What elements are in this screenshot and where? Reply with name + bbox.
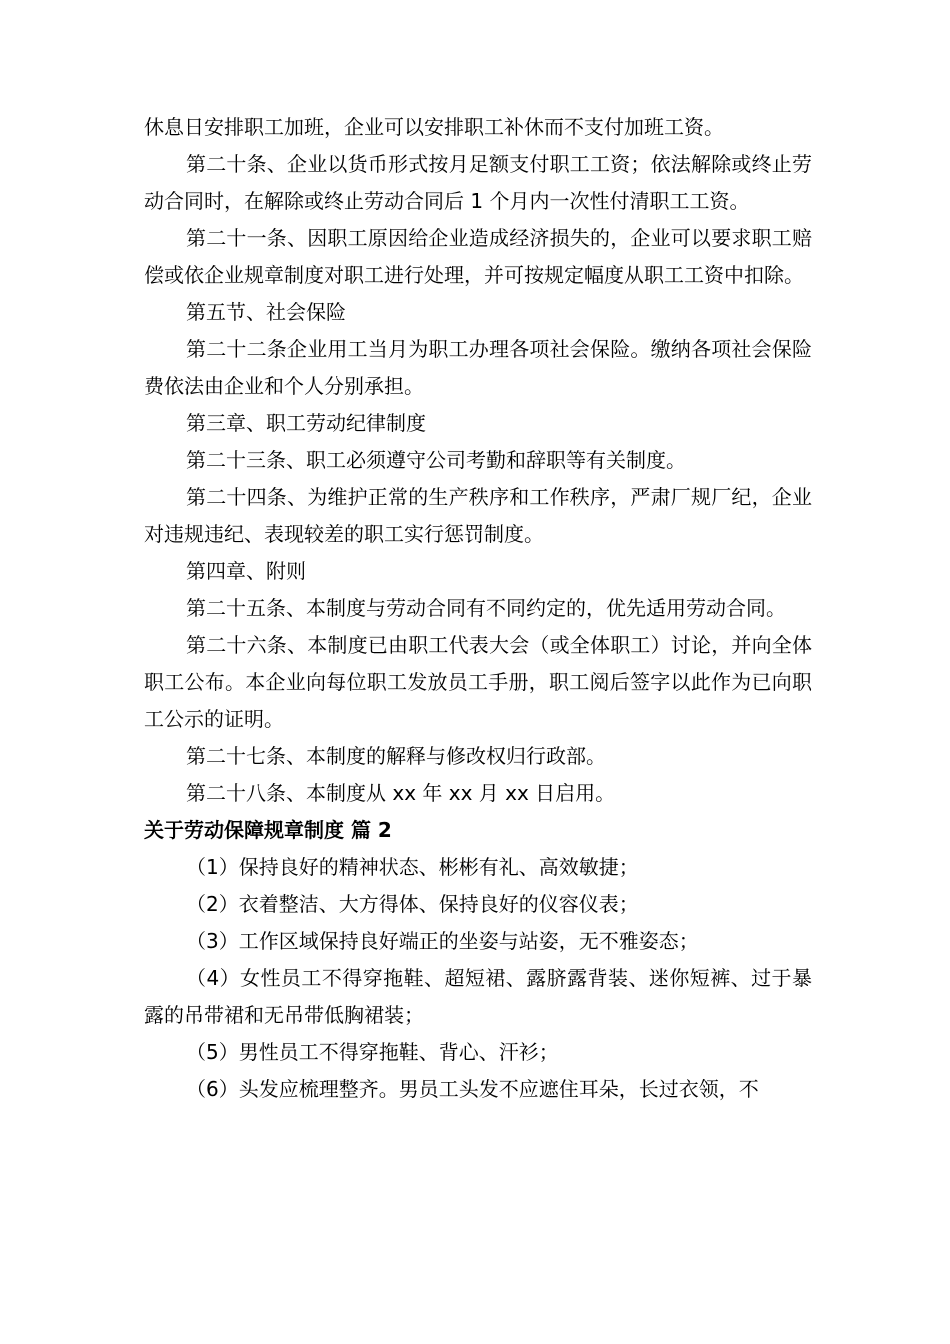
article-20: 第二十条、企业以货币形式按月足额支付职工工资；依法解除或终止劳动合同时，在解除或终止劳动合同后 1 个月内一次性付清职工工资。 xyxy=(144,152,812,213)
document-page xyxy=(144,109,812,1108)
list-item: （1）保持良好的精神状态、彬彬有礼、高效敏捷； xyxy=(186,855,639,879)
article-26: 第二十六条、本制度已由职工代表大会（或全体职工）讨论，并向全体职工公布。本企业向每位职工发放员工手册，职工阅后签字以此作为已向职工公示的证明。 xyxy=(144,633,812,731)
article-22: 第二十二条企业用工当月为职工办理各项社会保险。缴纳各项社会保险费依法由企业和个人分别承担。 xyxy=(144,337,812,398)
chapter-3-title: 第三章、职工劳动纪律制度 xyxy=(186,411,426,435)
article-23: 第二十三条、职工必须遵守公司考勤和辞职等有关制度。 xyxy=(186,448,686,472)
article-21: 第二十一条、因职工原因给企业造成经济损失的，企业可以要求职工赔偿或依企业规章制度对职工进行处理，并可按规定幅度从职工工资中扣除。 xyxy=(144,226,812,287)
list-item: （4）女性员工不得穿拖鞋、超短裙、露脐露背装、迷你短裤、过于暴露的吊带裙和无吊带低胸裙装； xyxy=(144,966,812,1027)
list-item: （3）工作区域保持良好端正的坐姿与站姿，无不雅姿态； xyxy=(186,929,699,953)
section-5-title: 第五节、社会保险 xyxy=(186,300,346,324)
list-item: （5）男性员工不得穿拖鞋、背心、汗衫； xyxy=(186,1040,559,1064)
article-28: 第二十八条、本制度从 xx 年 xx 月 xx 日启用。 xyxy=(186,781,616,805)
paragraph-continuation: 休息日安排职工加班，企业可以安排职工补休而不支付加班工资。 xyxy=(144,115,724,139)
chapter-4-title: 第四章、附则 xyxy=(186,559,306,583)
list-item: （2）衣着整洁、大方得体、保持良好的仪容仪表； xyxy=(186,892,639,916)
article-25: 第二十五条、本制度与劳动合同有不同约定的，优先适用劳动合同。 xyxy=(186,596,786,620)
list-item: （6）头发应梳理整齐。男员工头发不应遮住耳朵，长过衣领，不 xyxy=(186,1077,759,1101)
section-heading: 关于劳动保障规章制度 篇 2 xyxy=(144,818,392,842)
article-27: 第二十七条、本制度的解释与修改权归行政部。 xyxy=(186,744,606,768)
article-24: 第二十四条、为维护正常的生产秩序和工作秩序，严肃厂规厂纪，企业对违规违纪、表现较差的职工实行惩罚制度。 xyxy=(144,485,812,546)
